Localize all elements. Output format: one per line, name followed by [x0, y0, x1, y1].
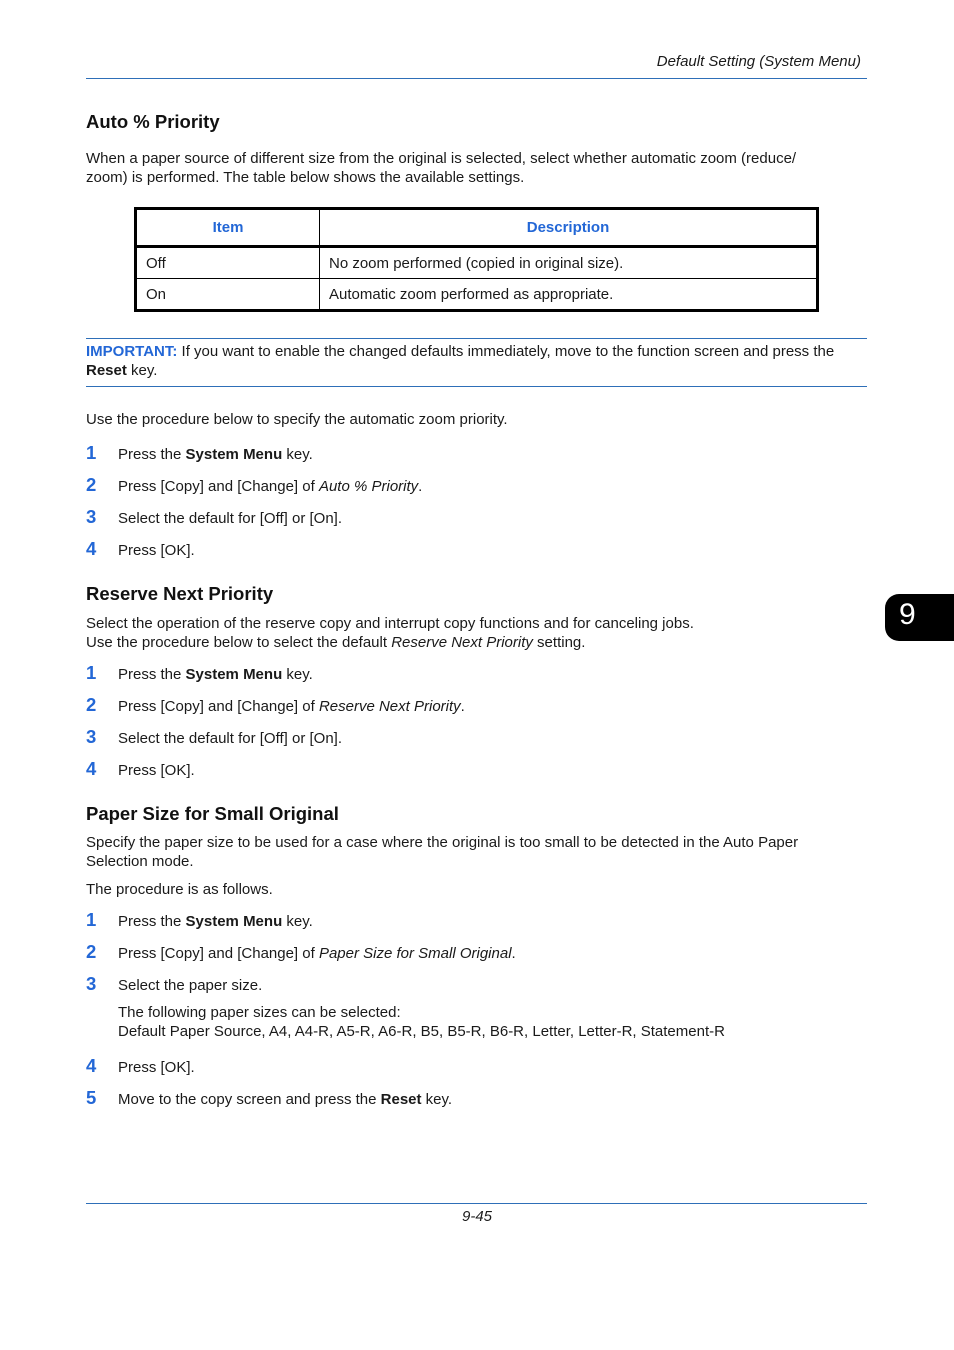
step-number: 4	[86, 538, 97, 559]
chapter-tab-number: 9	[899, 598, 916, 631]
table-cell-item: On	[136, 279, 320, 311]
step-text: Press [OK].	[118, 542, 195, 559]
step-text: Press [OK].	[118, 762, 195, 779]
running-header: Default Setting (System Menu)	[656, 53, 861, 70]
step-number: 2	[86, 474, 97, 495]
important-label: IMPORTANT:	[86, 343, 178, 360]
table-header-item: Item	[136, 209, 320, 247]
step-number: 1	[86, 909, 97, 930]
important-text: If you want to enable the changed defaults immediately, move to the function screen and press the	[177, 343, 835, 360]
page-number: 9-45	[461, 1208, 493, 1225]
step-text: Press the System Menu key.	[118, 913, 313, 930]
step-text: Select the default for [Off] or [On].	[118, 730, 343, 747]
step-text: Press the System Menu key.	[118, 446, 313, 463]
table-header-description: Description	[320, 209, 818, 247]
step-number: 1	[86, 442, 97, 463]
paper-size-intro: Specify the paper size to be used for a case where the original is too small to be detected in the Auto Paper Selection mode.	[86, 834, 799, 870]
table-row	[136, 279, 818, 311]
section-heading-paper-size: Paper Size for Small Original	[86, 803, 339, 824]
step-text: Select the default for [Off] or [On].	[118, 510, 343, 527]
step3-paper-size-note: The following paper sizes can be selected: Default Paper Source, A4, A4-R, A5-R, A6-R, B5, B5-R, B6-R, Letter, Letter-R, Statement-R	[118, 1004, 725, 1040]
table-cell-description: No zoom performed (copied in original size).	[320, 247, 818, 279]
step-number: 4	[86, 1055, 97, 1076]
important-text-end: key.	[126, 362, 158, 379]
important-top-rule	[86, 338, 867, 339]
step-text: Select the paper size.	[118, 977, 263, 994]
chapter-tab	[885, 594, 954, 641]
step-number: 5	[86, 1087, 97, 1108]
table-cell-item: Off	[136, 247, 320, 279]
step-text: Press [Copy] and [Change] of Paper Size for Small Original.	[118, 945, 516, 962]
important-bottom-rule	[86, 386, 867, 387]
reset-key-label: Reset	[86, 362, 127, 379]
header-rule	[86, 78, 867, 79]
step-number: 3	[86, 973, 97, 994]
table-header-row	[136, 209, 818, 247]
reserve-next-intro: Select the operation of the reserve copy and interrupt copy functions and for canceling jobs. Use the procedure below to select the default Reserve Next Priority setting.	[86, 615, 694, 651]
section-heading-reserve-next: Reserve Next Priority	[86, 583, 274, 604]
step-number: 4	[86, 758, 97, 779]
step-number: 2	[86, 694, 97, 715]
table-cell-description: Automatic zoom performed as appropriate.	[320, 279, 818, 311]
step-number: 2	[86, 941, 97, 962]
table-row	[136, 247, 818, 279]
step-number: 3	[86, 726, 97, 747]
auto-priority-procedure-intro: Use the procedure below to specify the automatic zoom priority.	[86, 411, 508, 428]
paper-size-procedure-intro: The procedure is as follows.	[86, 881, 273, 898]
step-number: 1	[86, 662, 97, 683]
footer-rule	[86, 1203, 867, 1204]
section-heading-auto-priority: Auto % Priority	[86, 111, 220, 132]
step-text: Press [OK].	[118, 1059, 195, 1076]
important-note	[86, 342, 861, 380]
auto-priority-intro: When a paper source of different size from the original is selected, select whether automatic zoom (reduce/ zoom) is performed. The table below shows the available settings.	[86, 150, 797, 186]
step-text: Press the System Menu key.	[118, 666, 313, 683]
step-text: Move to the copy screen and press the Reset key.	[118, 1091, 453, 1108]
settings-table	[134, 207, 819, 312]
step-number: 3	[86, 506, 97, 527]
step-text: Press [Copy] and [Change] of Reserve Next Priority.	[118, 698, 465, 715]
step-text: Press [Copy] and [Change] of Auto % Priority.	[118, 478, 423, 495]
